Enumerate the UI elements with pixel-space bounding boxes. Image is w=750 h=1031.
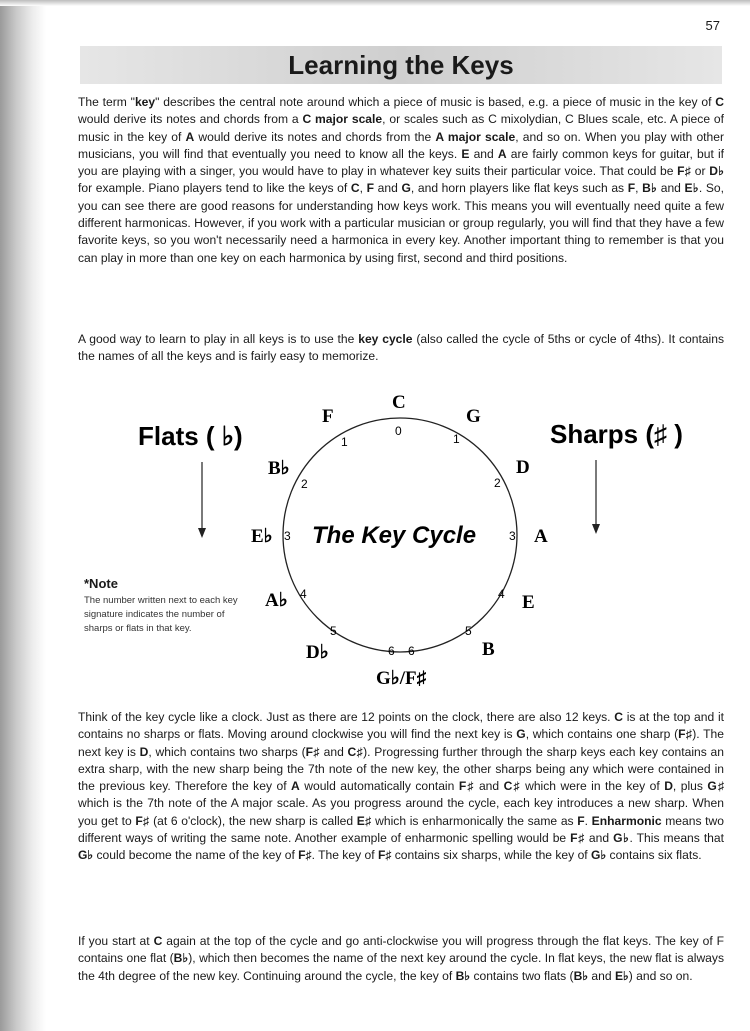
p3-run-30: means two different ways of writing the same note. Another example of enharmonic spelling would be — [78, 813, 724, 846]
key-name-a: A — [534, 526, 548, 547]
count-bb: 2 — [301, 477, 308, 491]
key-name-ab: A♭ — [265, 590, 288, 611]
sharps-label: Sharps (♯ ) — [550, 419, 683, 449]
page-top-edge — [0, 0, 750, 6]
p1-run-18: for example. Piano players tend to like the keys of — [78, 181, 351, 196]
p1-run-9: A major scale — [435, 129, 516, 144]
p3-run-22: which is the 7th note of the A major scale. As you progress around the cycle, each key introduces a new sharp. When you get to — [78, 796, 724, 828]
p3-run-42: contains six flats. — [606, 848, 702, 863]
p3-run-14: would automatically contain — [299, 779, 459, 794]
p3-run-11: C♯ — [347, 744, 364, 759]
count-e: 4 — [498, 587, 505, 601]
p3-run-23: F♯ — [135, 813, 150, 828]
p1-run-19: C — [350, 181, 360, 196]
key-name-g: G — [466, 406, 481, 427]
p1-run-7: A — [185, 129, 195, 144]
p1-run-16: or — [691, 164, 710, 179]
count-c: 0 — [395, 424, 402, 438]
count-d: 2 — [494, 476, 501, 490]
p3-run-5: F♯ — [678, 727, 693, 742]
p1-run-30: . So, you can see there are good reasons for understanding how keys work. This means you will eventually need quite a few different harmonicas. However, if you work with a particular musician or group regularly, you will find that they have a few favorite keys, so you won't necessarily need a harmonica in every key. Another important thing to remember is that you can play in more than one key on each harmonica by using first, second and third positions. — [78, 181, 724, 265]
key-cycle-title: The Key Cycle — [312, 522, 477, 549]
p3-run-1: C — [614, 710, 623, 724]
count-fsharp: 6 — [408, 644, 415, 658]
p4-run-6: contains two flats ( — [470, 968, 574, 983]
page-number: 57 — [705, 18, 720, 33]
p1-run-27: B♭ — [642, 181, 658, 196]
flats-arrow-head — [198, 528, 206, 538]
side-note — [84, 576, 244, 636]
p1-run-2: " describes the central note around which a piece of music is based, e.g. a piece of music in the key of — [155, 95, 716, 109]
count-gb: 6 — [388, 644, 395, 658]
p3-run-3: G — [516, 727, 526, 742]
note-title: *Note — [84, 576, 118, 591]
p1-run-8: would derive its notes and chords from the — [194, 129, 436, 144]
title-band — [80, 46, 722, 84]
p3-run-41: G♭ — [591, 848, 607, 863]
p2-run-0: A good way to learn to play in all keys is to use the — [78, 332, 359, 346]
p1-run-20: , — [359, 181, 367, 196]
key-name-d: D — [516, 457, 530, 478]
count-g: 1 — [453, 432, 460, 446]
p3-run-13: A — [291, 779, 300, 794]
p3-run-24: (at 6 o'clock), the new sharp is called — [149, 813, 357, 828]
p1-run-10: , and so on. When you play with other musicians, you will find that eventually you need to know all the keys. — [78, 129, 725, 161]
p3-run-6: ). The next key is — [78, 727, 724, 759]
p1-run-22: and — [374, 181, 402, 196]
p3-run-27: F — [577, 813, 585, 828]
p4-run-4: ), which then becomes the name of the next key around the cycle. In flat keys, the new flat is always the 4th degree of the new key. Continuing around the cycle, the key of — [78, 951, 724, 983]
p3-run-26: which is enharmonically the same as — [371, 813, 578, 828]
count-db: 5 — [330, 624, 337, 638]
count-b: 5 — [465, 624, 472, 638]
key-name-gb-fsharp: G♭/F♯ — [376, 668, 427, 689]
p3-run-17: C♯ — [503, 779, 521, 794]
p4-run-5: B♭ — [455, 968, 471, 983]
p3-run-2: is at the top and it contains no sharps or flats. Moving around clockwise you will find the next key is — [78, 710, 724, 742]
p1-run-1: key — [134, 95, 156, 109]
p3-run-31: F♯ — [570, 831, 585, 846]
paragraph-flat-keys — [78, 933, 724, 985]
p3-run-38: . The key of — [311, 848, 378, 863]
p3-run-21: G♯ — [707, 779, 724, 794]
p3-run-36: could become the name of the key of — [93, 848, 299, 863]
p4-run-8: and — [588, 968, 615, 983]
p1-run-24: , and horn players like flat keys such as — [410, 181, 628, 196]
p1-run-0: The term " — [78, 95, 135, 109]
p4-run-1: C — [153, 934, 163, 948]
key-name-eb: E♭ — [251, 526, 273, 547]
p1-run-21: F — [366, 181, 375, 196]
p4-run-2: again at the top of the cycle and go anti-clockwise you will progress through the flat keys. The key of F contains one flat ( — [78, 934, 724, 966]
p3-run-29: Enharmonic — [591, 813, 662, 828]
p4-run-0: If you start at — [78, 934, 154, 948]
p1-run-28: and — [657, 181, 685, 196]
p4-run-3: B♭ — [173, 951, 189, 966]
p1-run-15: F♯ — [677, 164, 692, 179]
p1-run-3: C — [715, 95, 724, 109]
p3-run-33: G♭ — [613, 831, 630, 846]
p3-run-7: D — [139, 744, 149, 759]
key-cycle-diagram — [120, 380, 720, 700]
p2-run-2: (also called the cycle of 5ths or cycle of 4ths). It contains the names of all the keys and is fairly easy to memorize. — [78, 332, 724, 364]
p3-run-8: , which contains two sharps ( — [148, 744, 306, 759]
paragraph-key-cycle-clock — [78, 709, 724, 865]
p1-run-23: G — [401, 181, 411, 196]
p3-run-34: . This means that — [629, 831, 724, 846]
p3-run-39: F♯ — [377, 848, 392, 863]
p1-run-29: E♭ — [684, 181, 699, 196]
key-name-f: F — [322, 406, 334, 427]
flats-label: Flats ( ♭) — [138, 421, 243, 451]
p3-run-32: and — [584, 831, 614, 846]
count-ab: 4 — [300, 587, 307, 601]
sharps-arrow-head — [592, 524, 600, 534]
p4-run-9: E♭ — [614, 968, 629, 983]
p3-run-10: and — [319, 744, 348, 759]
p4-run-10: ) and so on. — [628, 968, 693, 983]
paragraph-key-cycle-intro — [78, 331, 724, 366]
p4-run-7: B♭ — [573, 968, 589, 983]
p2-run-1: key cycle — [358, 332, 413, 346]
count-eb: 3 — [284, 529, 291, 543]
p3-run-12: ). Progressing further through the sharp keys each key contains an extra sharp, with the new sharp being the 7th note of the new key, the other sharps being any which were contained in the previous key. Therefore the key of — [78, 744, 724, 794]
count-a: 3 — [509, 529, 516, 543]
key-name-db: D♭ — [306, 642, 329, 663]
p1-run-12: and — [469, 146, 498, 161]
key-name-bb: B♭ — [268, 458, 290, 479]
p3-run-18: which were in the key of — [520, 779, 665, 794]
p3-run-28: . — [584, 813, 592, 828]
p3-run-9: F♯ — [305, 744, 320, 759]
p3-run-0: Think of the key cycle like a clock. Just as there are 12 points on the clock, there are also 12 keys. — [78, 710, 615, 724]
p3-run-25: E♯ — [356, 813, 372, 828]
p3-run-19: D — [664, 779, 673, 794]
p3-run-37: F♯ — [298, 848, 312, 863]
page-binding-shadow — [0, 0, 46, 1031]
key-name-c: C — [392, 392, 406, 413]
p1-run-11: E — [461, 146, 470, 161]
p1-run-14: are fairly common keys for guitar, but if you are playing with a singer, you would have to play in whatever key suits their particular voice. That could be — [78, 146, 724, 179]
p3-run-16: and — [474, 779, 504, 794]
p1-run-4: would derive its notes and chords from a — [78, 112, 303, 127]
key-name-b: B — [482, 639, 495, 660]
p1-run-6: , or scales such as C mixolydian, C Blues scale, etc. A piece of music in the key of — [78, 112, 724, 144]
p3-run-20: , plus — [672, 779, 708, 794]
p1-run-17: D♭ — [709, 164, 724, 179]
paragraph-key-definition — [78, 94, 724, 267]
p1-run-25: F — [627, 181, 636, 196]
count-f: 1 — [341, 435, 348, 449]
key-name-e: E — [522, 592, 535, 613]
note-body: The number written next to each key signature indicates the number of sharps or flats in that key. — [84, 595, 238, 634]
p1-run-26: , — [635, 181, 643, 196]
p1-run-13: A — [497, 146, 507, 161]
p1-run-5: C major scale — [302, 112, 383, 127]
p3-run-40: contains six sharps, while the key of — [391, 848, 592, 863]
p3-run-4: , which contains one sharp ( — [525, 727, 679, 742]
p3-run-15: F♯ — [458, 779, 475, 794]
page-title: Learning the Keys — [288, 50, 514, 80]
p3-run-35: G♭ — [78, 848, 94, 863]
